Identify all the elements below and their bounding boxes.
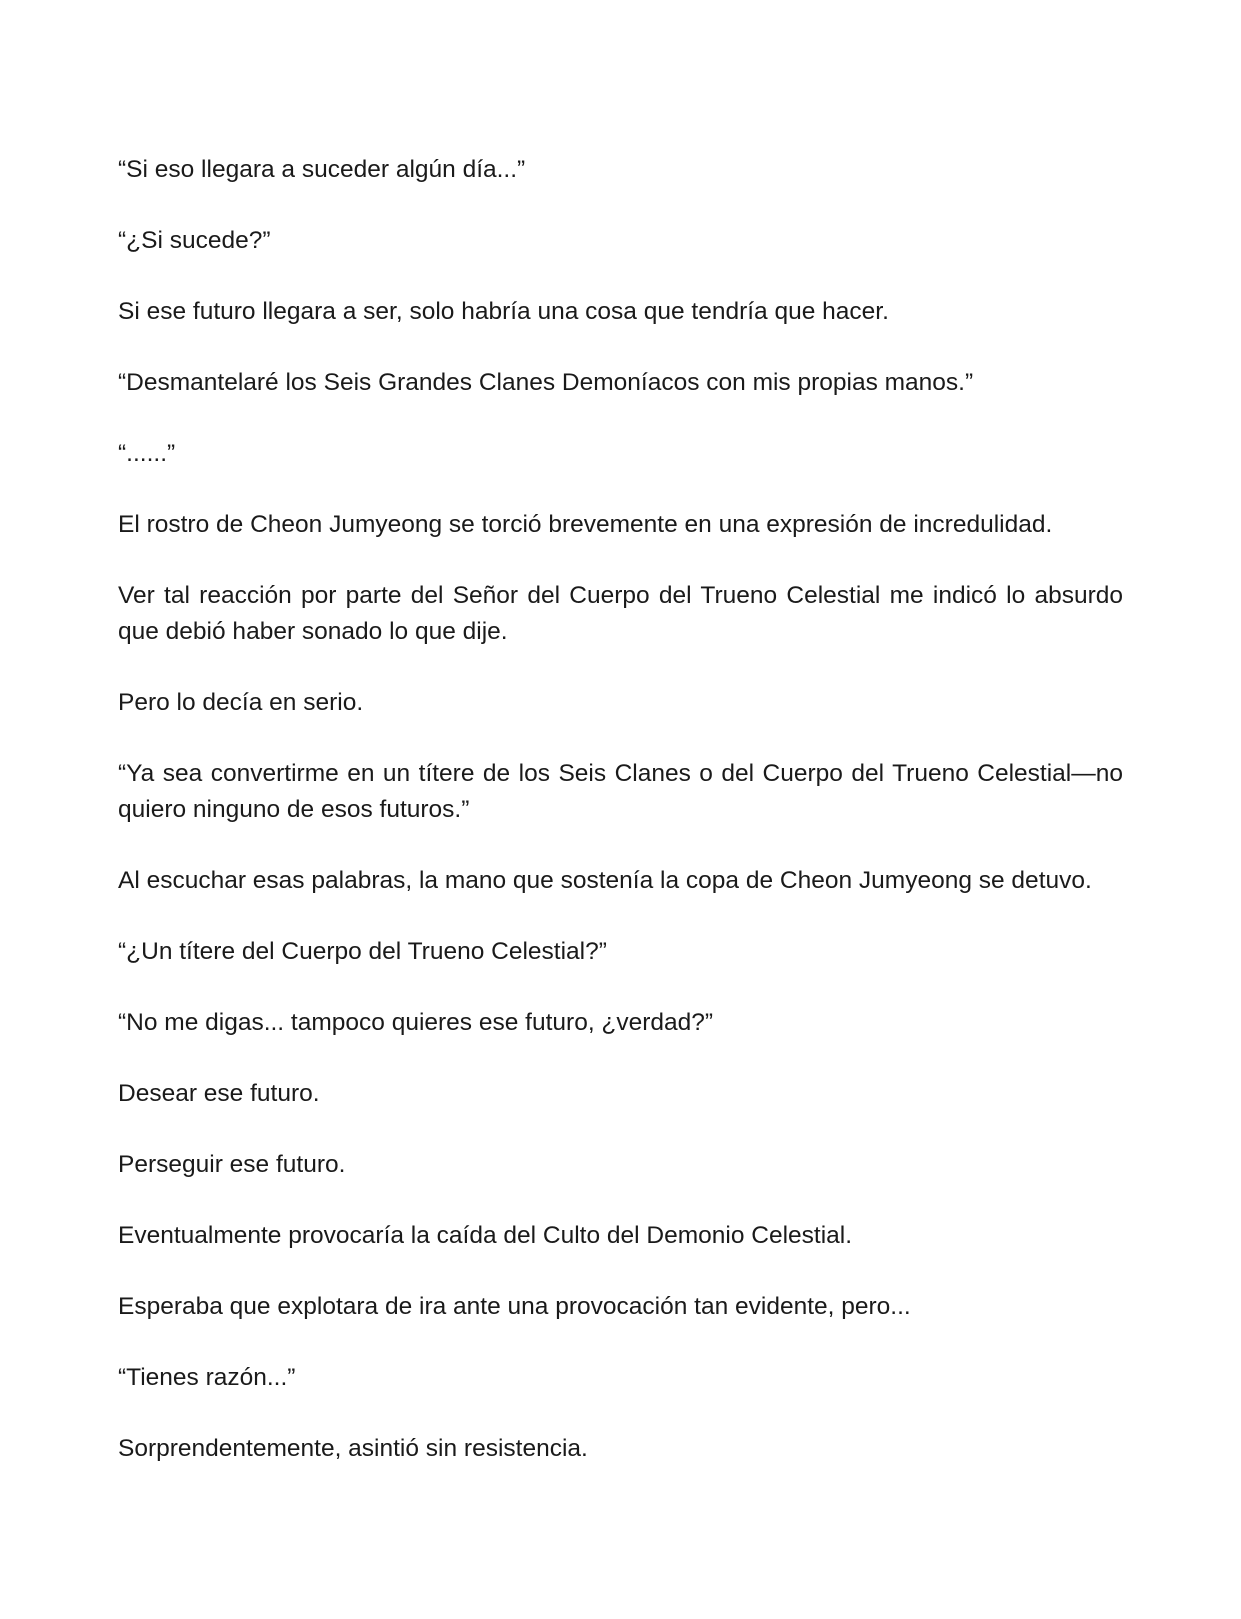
- paragraph: “¿Un títere del Cuerpo del Trueno Celestial?”: [118, 938, 607, 965]
- paragraph: “......”: [118, 440, 176, 467]
- paragraph: Perseguir ese futuro.: [118, 1151, 346, 1178]
- paragraph: El rostro de Cheon Jumyeong se torció brevemente en una expresión de incredulidad.: [118, 511, 1053, 538]
- paragraph: Ver tal reacción por parte del Señor del Cuerpo del Trueno Celestial me indicó lo absurdo que debió haber sonado lo que dije.: [118, 582, 1123, 645]
- paragraph: Pero lo decía en serio.: [118, 689, 364, 716]
- paragraph: Desear ese futuro.: [118, 1080, 320, 1107]
- document-body: [118, 152, 1123, 1502]
- paragraph: “Si eso llegara a suceder algún día...”: [118, 156, 526, 183]
- paragraph: Eventualmente provocaría la caída del Culto del Demonio Celestial.: [118, 1222, 853, 1249]
- paragraph: “Desmantelaré los Seis Grandes Clanes Demoníacos con mis propias manos.”: [118, 369, 974, 396]
- paragraph: Si ese futuro llegara a ser, solo habría una cosa que tendría que hacer.: [118, 298, 889, 325]
- paragraph: Sorprendentemente, asintió sin resistencia.: [118, 1435, 588, 1462]
- paragraph: “Tienes razón...”: [118, 1364, 296, 1391]
- paragraph: “¿Si sucede?”: [118, 227, 271, 254]
- paragraph: Esperaba que explotara de ira ante una provocación tan evidente, pero...: [118, 1293, 911, 1320]
- paragraph: Al escuchar esas palabras, la mano que sostenía la copa de Cheon Jumyeong se detuvo.: [118, 867, 1092, 894]
- paragraph: “No me digas... tampoco quieres ese futuro, ¿verdad?”: [118, 1009, 714, 1036]
- paragraph: “Ya sea convertirme en un títere de los Seis Clanes o del Cuerpo del Trueno Celestial—no quiero ninguno de esos futuros.”: [118, 760, 1123, 823]
